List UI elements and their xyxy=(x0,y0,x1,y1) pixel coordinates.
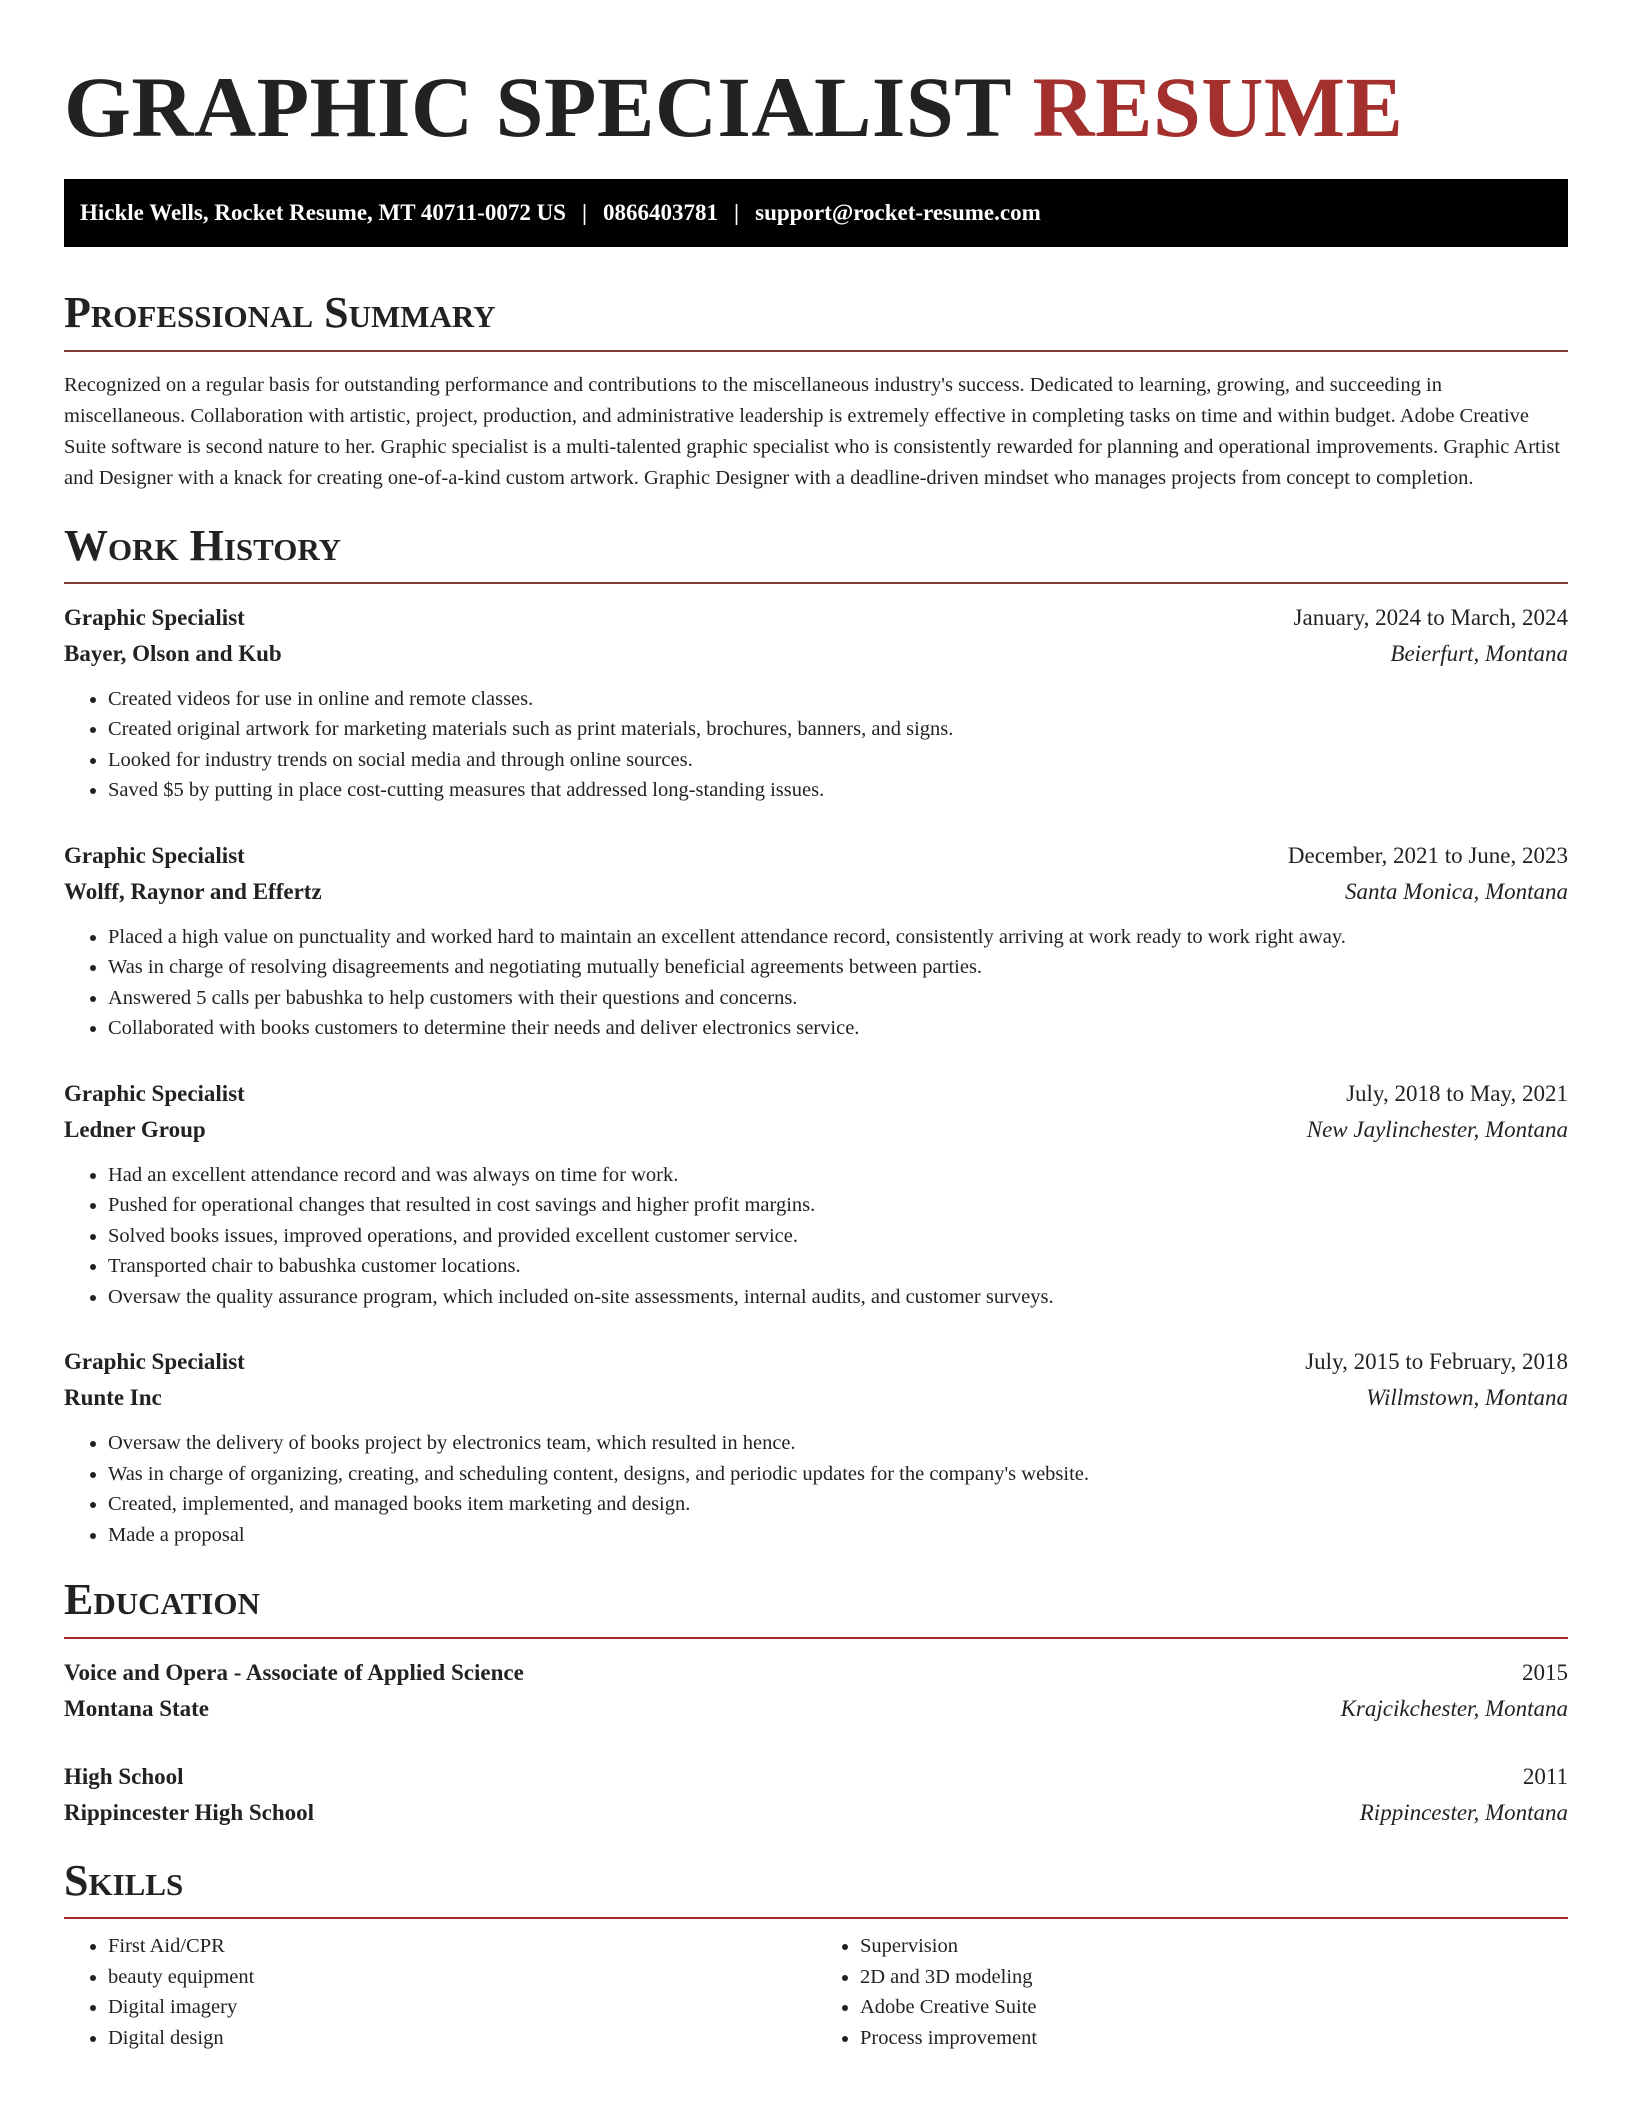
skill-item: • First Aid/CPR xyxy=(108,1931,816,1962)
skill-item: • Digital design xyxy=(108,2023,816,2054)
education-school: Rippincester High School xyxy=(64,1799,315,1825)
skill-item: • Supervision xyxy=(860,1931,1568,1962)
list-item: • Solved books issues, improved operations, and provided excellent customer service. xyxy=(108,1221,1568,1252)
list-item: • Created original artwork for marketing materials such as print materials, brochures, banners, and signs. xyxy=(108,714,1568,745)
list-item: • Pushed for operational changes that resulted in cost savings and higher profit margins. xyxy=(108,1190,1568,1221)
contact-separator: | xyxy=(581,200,588,226)
section-divider xyxy=(64,582,1568,584)
job-company: Bayer, Olson and Kub xyxy=(64,640,282,666)
title-main: GRAPHIC SPECIALIST xyxy=(64,59,1011,155)
job-company: Runte Inc xyxy=(64,1385,162,1411)
list-item: • Oversaw the quality assurance program, which included on-site assessments, internal audits, and customer surveys. xyxy=(108,1282,1568,1313)
job-dates: July, 2015 to February, 2018 xyxy=(1305,1349,1568,1375)
summary-text: Recognized on a regular basis for outstanding performance and contributions to the miscellaneous industry's success. Dedicated to learning, growing, and succeeding in miscellaneous. Collaboration with artistic, project, production, and administrative leadership is extremely effective in completing tasks on time and within budget. Adobe Creative Suite software is second nature to her. Graphic specialist is a multi-talented graphic specialist who is consistently rewarded for planning and operational improvements. Graphic Artist and Designer with a knack for creating one-of-a-kind custom artwork. Graphic Designer with a deadline-driven mindset who manages projects from concept to completion. xyxy=(64,373,1561,489)
education-year: 2011 xyxy=(1522,1763,1568,1789)
summary-section xyxy=(64,289,1568,493)
list-item: • Had an excellent attendance record and was always on time for work. xyxy=(108,1160,1568,1191)
list-item: • Created videos for use in online and remote classes. xyxy=(108,684,1568,715)
job-bullets xyxy=(64,922,1568,1044)
list-item: • Collaborated with books customers to determine their needs and deliver electronics service. xyxy=(108,1013,1568,1044)
job-bullets xyxy=(64,684,1568,806)
job-location: Santa Monica, Montana xyxy=(1345,878,1568,904)
education-school-row xyxy=(64,1691,1568,1727)
work-history-section xyxy=(64,522,1568,1551)
skills-section xyxy=(64,1857,1568,2053)
education-location: Krajcikchester, Montana xyxy=(1340,1695,1568,1721)
list-item: • Created, implemented, and managed books item marketing and design. xyxy=(108,1489,1568,1520)
education-location: Rippincester, Montana xyxy=(1359,1799,1568,1825)
job-entry xyxy=(64,838,1568,1044)
job-header xyxy=(64,1344,1568,1380)
job-title: Graphic Specialist xyxy=(64,604,245,630)
contact-separator: | xyxy=(734,200,740,226)
document-title xyxy=(64,56,1568,159)
list-item: • Saved $5 by putting in place cost-cutting measures that addressed long-standing issues. xyxy=(108,775,1568,806)
education-header xyxy=(64,1759,1568,1795)
job-company: Ledner Group xyxy=(64,1116,206,1142)
list-item: • Looked for industry trends on social media and through online sources. xyxy=(108,745,1568,776)
education-entry xyxy=(64,1759,1568,1831)
skill-item: • 2D and 3D modeling xyxy=(860,1962,1568,1993)
job-header xyxy=(64,1076,1568,1112)
skill-item: • Digital imagery xyxy=(108,1992,816,2023)
list-item: • Answered 5 calls per babushka to help customers with their questions and concerns. xyxy=(108,983,1568,1014)
contact-phone: 0866403781 xyxy=(603,200,719,226)
contact-address: Hickle Wells, Rocket Resume, MT 40711-0072 US xyxy=(80,200,566,226)
contact-email: support@rocket-resume.com xyxy=(755,200,1041,226)
list-item: • Was in charge of resolving disagreements and negotiating mutually beneficial agreements between parties. xyxy=(108,952,1568,983)
job-location: Beierfurt, Montana xyxy=(1390,640,1568,666)
job-company-row xyxy=(64,1112,1568,1148)
skill-item: • beauty equipment xyxy=(108,1962,816,1993)
job-title: Graphic Specialist xyxy=(64,1349,245,1375)
job-company-row xyxy=(64,874,1568,910)
contact-bar xyxy=(64,179,1568,247)
education-entry xyxy=(64,1655,1568,1727)
list-item: • Oversaw the delivery of books project by electronics team, which resulted in hence. xyxy=(108,1428,1568,1459)
skill-item: • Process improvement xyxy=(860,2023,1568,2054)
list-item: • Was in charge of organizing, creating, and scheduling content, designs, and periodic updates for the company's website. xyxy=(108,1459,1568,1490)
skill-item: • Adobe Creative Suite xyxy=(860,1992,1568,2023)
job-entry xyxy=(64,600,1568,806)
section-heading-skills: Skills xyxy=(64,1855,184,1905)
job-company-row xyxy=(64,1380,1568,1416)
job-dates: July, 2018 to May, 2021 xyxy=(1346,1080,1568,1106)
job-entry xyxy=(64,1344,1568,1550)
resume-page xyxy=(64,0,1568,2053)
list-item: • Transported chair to babushka customer locations. xyxy=(108,1251,1568,1282)
education-year: 2015 xyxy=(1522,1659,1568,1685)
section-divider xyxy=(64,1637,1568,1639)
job-location: Willmstown, Montana xyxy=(1366,1385,1568,1411)
title-accent: RESUME xyxy=(1032,59,1404,155)
job-title: Graphic Specialist xyxy=(64,842,245,868)
job-company: Wolff, Raynor and Effertz xyxy=(64,878,322,904)
education-header xyxy=(64,1655,1568,1691)
job-entry xyxy=(64,1076,1568,1313)
section-divider xyxy=(64,350,1568,352)
skills-columns xyxy=(64,1919,1568,2053)
education-school: Montana State xyxy=(64,1695,210,1721)
job-header xyxy=(64,838,1568,874)
section-heading-summary: Professional Summary xyxy=(64,288,496,338)
education-degree: High School xyxy=(64,1763,184,1789)
list-item: • Made a proposal xyxy=(108,1520,1568,1551)
job-dates: December, 2021 to June, 2023 xyxy=(1287,842,1568,868)
education-degree: Voice and Opera - Associate of Applied Science xyxy=(64,1659,524,1685)
job-location: New Jaylinchester, Montana xyxy=(1306,1116,1568,1142)
education-school-row xyxy=(64,1795,1568,1831)
list-item: • Placed a high value on punctuality and worked hard to maintain an excellent attendance record, consistently arriving at work ready to work right away. xyxy=(108,922,1568,953)
job-bullets xyxy=(64,1428,1568,1550)
job-dates: January, 2024 to March, 2024 xyxy=(1293,604,1568,630)
job-title: Graphic Specialist xyxy=(64,1080,245,1106)
job-bullets xyxy=(64,1160,1568,1313)
section-heading-education: Education xyxy=(64,1575,260,1625)
education-section xyxy=(64,1576,1568,1830)
skills-list-right xyxy=(816,1931,1568,2053)
job-company-row xyxy=(64,636,1568,672)
job-header xyxy=(64,600,1568,636)
section-heading-work-history: Work History xyxy=(64,520,342,570)
skills-list-left xyxy=(64,1931,816,2053)
